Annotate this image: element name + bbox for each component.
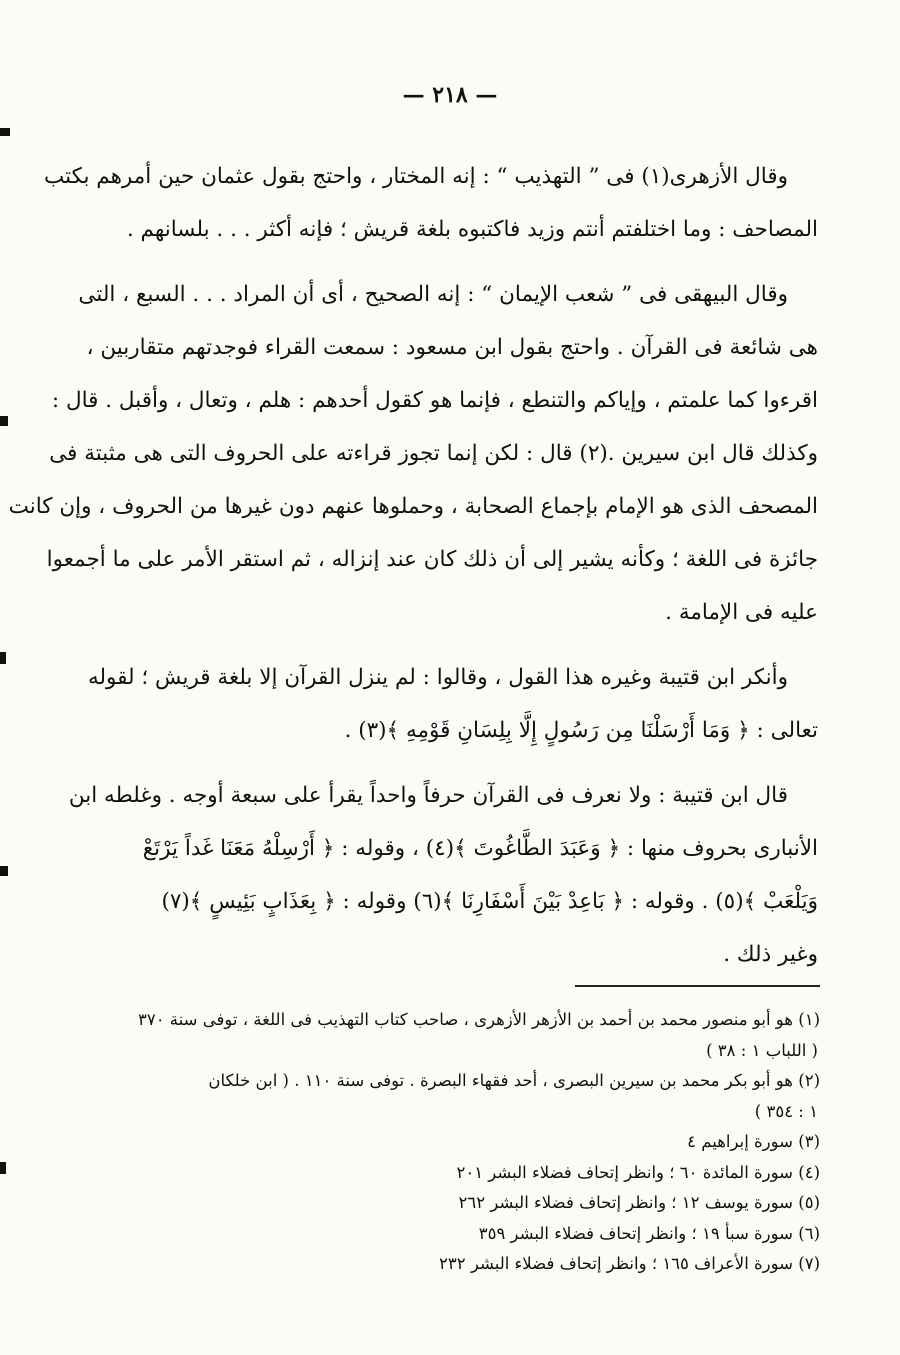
margin-mark xyxy=(0,416,8,426)
margin-mark xyxy=(0,128,10,136)
text-line: وغير ذلك . xyxy=(723,941,818,967)
text-line: المصاحف : وما اختلفتم أنتم وزيد فاكتبوه بلغة قريش ؛ فإنه أكثر . . . بلسانهم . xyxy=(126,216,818,242)
footnote-line: ١ : ٣٥٤ ) xyxy=(754,1101,818,1121)
text-line: المصحف الذى هو الإمام بإجماع الصحابة ، وحملوها عنهم دون غيرها من الحروف ، وإن كانت xyxy=(8,493,818,519)
footnote-line: (٢) هو أبو بكر محمد بن سيرين البصرى ، أحد فقهاء البصرة . توفى سنة ١١٠ . ( ابن خلكان xyxy=(208,1071,820,1090)
main-text xyxy=(8,150,818,981)
footnote-line: ( اللباب ١ : ٣٨ ) xyxy=(706,1040,818,1060)
text-line: جائزة فى اللغة ؛ وكأنه يشير إلى أن ذلك كان عند إنزاله ، ثم استقر الأمر على ما أجمعوا xyxy=(46,546,818,572)
text-line: وَيَلْعَبْ ﴾(٥) . وقوله : ﴿ بَاعِدْ بَيْنَ أَسْفَارِنَا ﴾(٦) وقوله : ﴿ بِعَذَابٍ بَئِيسٍ ﴾(٧) xyxy=(161,888,818,914)
footnote-line: (٦) سورة سبأ ١٩ ؛ وانظر إتحاف فضلاء البشر ٣٥٩ xyxy=(478,1223,820,1243)
text-line: قال ابن قتيبة : ولا نعرف فى القرآن حرفاً واحداً يقرأ على سبعة أوجه . وغلطه ابن xyxy=(68,782,788,808)
text-line: تعالى : ﴿ وَمَا أَرْسَلْنَا مِن رَسُولٍ إِلَّا بِلِسَانِ قَوْمِهِ ﴾(٣) . xyxy=(344,717,818,743)
text-line: وأنكر ابن قتيبة وغيره هذا القول ، وقالوا : لم ينزل القرآن إلا بلغة قريش ؛ لقوله xyxy=(87,664,788,690)
margin-mark xyxy=(0,866,8,876)
page-number: — ٢١٨ — xyxy=(402,82,498,108)
margin-mark xyxy=(0,652,6,664)
footnote-line: (٧) سورة الأعراف ١٦٥ ؛ وانظر إتحاف فضلاء البشر ٢٣٢ xyxy=(439,1254,820,1273)
text-line: عليه فى الإمامة . xyxy=(665,599,818,625)
text-line: وكذلك قال ابن سيرين .(٢) قال : لكن إنما تجوز قراءته على الحروف التى هى مثبتة فى xyxy=(49,440,818,466)
text-line: وقال الأزهرى(١) فى ” التهذيب “ : إنه المختار ، واحتج بقول عثمان حين أمرهم بكتب xyxy=(43,163,788,189)
footnote-divider xyxy=(575,985,820,987)
text-line: هى شائعة فى القرآن . واحتج بقول ابن مسعود : سمعت القراء فوجدتهم متقاربين ، xyxy=(86,334,818,360)
text-line: وقال البيهقى فى ” شعب الإيمان “ : إنه الصحيح ، أى أن المراد . . . السبع ، التى xyxy=(78,281,788,307)
footnote-line: (١) هو أبو منصور محمد بن أحمد بن الأزهر الأزهرى ، صاحب كتاب التهذيب فى اللغة ، توفى سنة ٣٧٠ xyxy=(137,1010,820,1029)
margin-mark xyxy=(0,1162,6,1174)
footnote-line: (٥) سورة يوسف ١٢ ؛ وانظر إتحاف فضلاء البشر ٢٦٢ xyxy=(458,1193,820,1212)
footnote-line: (٤) سورة المائدة ٦٠ ؛ وانظر إتحاف فضلاء البشر ٢٠١ xyxy=(456,1162,820,1182)
text-line: اقرءوا كما علمتم ، وإياكم والتنطع ، فإنما هو كقول أحدهم : هلم ، وتعال ، وأقبل . قال : xyxy=(51,387,818,413)
footnote-line: (٣) سورة إبراهيم ٤ xyxy=(687,1132,820,1151)
text-line: الأنبارى بحروف منها : ﴿ وَعَبَدَ الطَّاغُوتَ ﴾(٤) ، وقوله : ﴿ أَرْسِلْهُ مَعَنَا غَداً يَرْتَعْ xyxy=(142,835,818,861)
footnotes xyxy=(100,1005,820,1280)
